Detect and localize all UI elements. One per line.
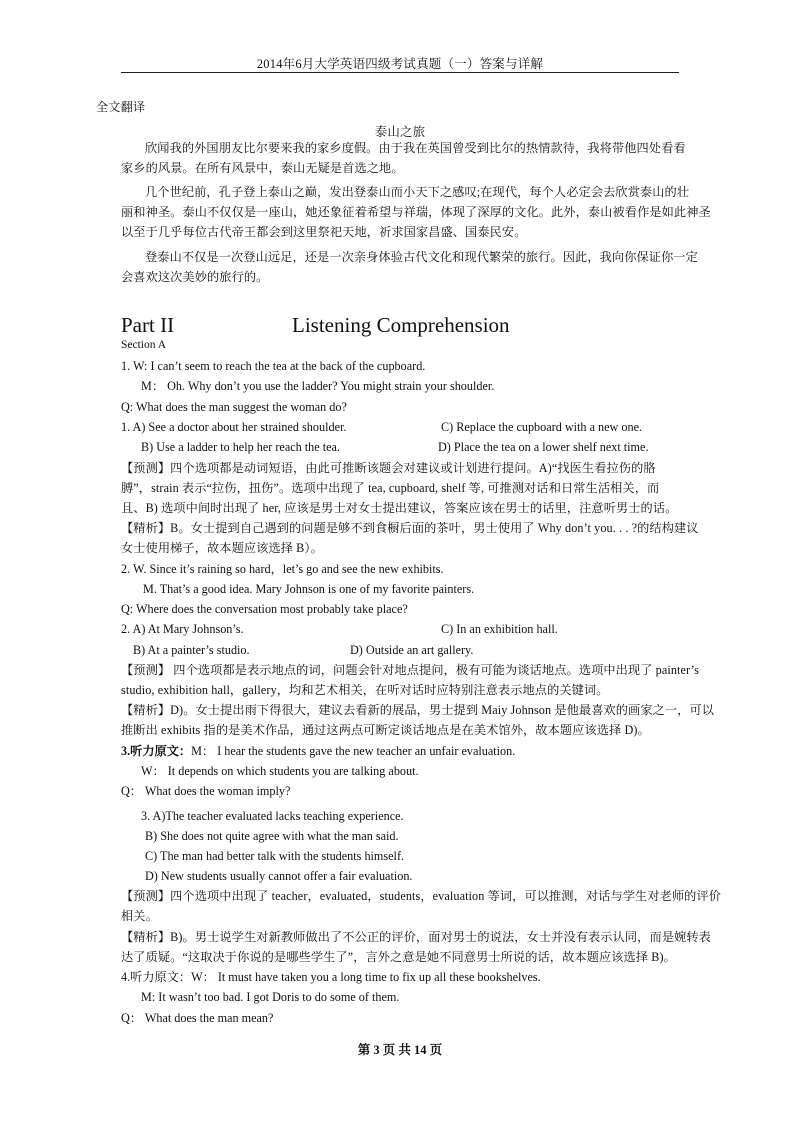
q3-option-b: B) She does not quite agree with what the man said. — [145, 829, 399, 843]
q2-option-a: 2. A) At Mary Johnson’s. — [121, 622, 244, 636]
translation-line: 会喜欢这次美妙的旅行的。 — [121, 270, 269, 284]
q2-question: Q: Where does the conversation most probably take place? — [121, 602, 408, 616]
translation-heading: 全文翻译 — [96, 100, 146, 114]
q3-question: Q： What does the woman imply? — [121, 784, 291, 798]
page-footer: 第 3 页 共 14 页 — [357, 1043, 443, 1057]
q1-option-d: D) Place the tea on a lower shelf next time. — [438, 440, 649, 454]
q3-man-text: M： I hear the students gave the new teacher an unfair evaluation. — [191, 744, 516, 758]
translation-line: 几个世纪前，孔子登上泰山之巅，发出登泰山而小天下之感叹;在现代，每个人必定会去欣赏泰山的壮 — [145, 185, 690, 199]
q3-option-a: 3. A)The teacher evaluated lacks teaching experience. — [141, 809, 404, 823]
q1-analysis: 女士使用梯子，故本题应该选择 B）。 — [121, 541, 323, 555]
section-label: Section A — [121, 339, 167, 351]
translation-line: 欣闻我的外国朋友比尔要来我的家乡度假。由于我在英国曾受到比尔的热情款待，我将带他四处看看 — [145, 141, 686, 155]
q3-option-d: D) New students usually cannot offer a fair evaluation. — [145, 869, 413, 883]
q2-woman-line: 2. W. Since it’s raining so hard，let’s go and see the new exhibits. — [121, 562, 444, 576]
q1-predict: 且、B) 选项中间时出现了 her, 应该是男士对女士提出建议，答案应该在男士的话里，注意听男士的话。 — [121, 501, 678, 515]
translation-line: 丽和神圣。泰山不仅仅是一座山，她还象征着希望与祥瑞，体现了深厚的文化。此外，泰山被看作是如此神圣 — [121, 205, 711, 219]
q1-man-line: M： Oh. Why don’t you use the ladder? You might strain your shoulder. — [141, 379, 495, 393]
q1-option-a: 1. A) See a doctor about her strained shoulder. — [121, 420, 347, 434]
q1-option-c: C) Replace the cupboard with a new one. — [441, 420, 643, 434]
q1-predict: 【预测】四个选项都是动词短语，由此可推断该题会对建议或计划进行提问。A)“找医生看拉伤的胳 — [121, 461, 656, 475]
q3-predict: 【预测】四个选项中出现了 teacher，evaluated，students，evaluation 等词，可以推测，对话与学生对老师的评价 — [121, 889, 722, 903]
q1-woman-line: 1. W: I can’t seem to reach the tea at the back of the cupboard. — [121, 359, 426, 373]
q2-option-b: B) At a painter’s studio. — [133, 643, 250, 657]
q3-man-line — [121, 744, 515, 758]
q1-option-b: B) Use a ladder to help her reach the tea. — [141, 440, 340, 454]
q1-analysis: 【精析】B。女士提到自己遇到的问题是够不到食橱后面的茶叶，男士使用了 Why don’t you. . . ?的结构建议 — [121, 521, 699, 535]
q1-question: Q: What does the man suggest the woman do? — [121, 400, 347, 414]
q3-option-c: C) The man had better talk with the students himself. — [145, 849, 405, 863]
q2-predict: studio, exhibition hall，gallery，均和艺术相关，在听对话时应特别注意表示地点的关键词。 — [121, 683, 609, 697]
q3-prefix: 3.听力原文： — [121, 744, 192, 758]
q3-analysis: 【精析】B)。男士说学生对新教师做出了不公正的评价，面对男士的说法，女士并没有表示认同，而是婉转表 — [121, 930, 711, 944]
q4-question: Q： What does the man mean? — [121, 1011, 274, 1025]
translation-line: 以至于几乎每位古代帝王都会到这里祭祀天地，祈求国家昌盛、国泰民安。 — [121, 225, 527, 239]
page-header: 2014年6月大学英语四级考试真题（一）答案与详解 — [256, 57, 544, 71]
q2-option-d: D) Outside an art gallery. — [350, 643, 474, 657]
q3-analysis: 达了质疑。“这取决于你说的是哪些学生了”，言外之意是她不同意男士所说的话，故本题应该选择 B)。 — [121, 950, 676, 964]
q3-predict: 相关。 — [121, 909, 158, 923]
q4-man-line: M: It wasn’t too bad. I got Doris to do some of them. — [141, 990, 400, 1004]
header-rule — [121, 72, 679, 73]
q1-predict: 膊”，strain 表示“拉伤，扭伤”。选项中出现了 tea, cupboard, shelf 等, 可推测对话和日常生活相关，而 — [121, 481, 660, 495]
q2-analysis: 【精析】D)。女士提出雨下得很大，建议去看新的展品，男士提到 Maiy Johnson 是他最喜欢的画家之一，可以 — [121, 703, 715, 717]
q2-man-line: M. That’s a good idea. Mary Johnson is one of my favorite painters. — [143, 582, 475, 596]
part-label: Part II — [121, 313, 175, 337]
translation-line: 登泰山不仅是一次登山远足，还是一次亲身体验古代文化和现代繁荣的旅行。因此，我向你保证你一定 — [145, 250, 698, 264]
q2-option-c: C) In an exhibition hall. — [441, 622, 558, 636]
translation-line: 家乡的风景。在所有风景中，泰山无疑是首选之地。 — [121, 161, 404, 175]
part-title: Listening Comprehension — [292, 313, 510, 337]
q4-woman-line: 4.听力原文：W： It must have taken you a long time to fix up all these bookshelves. — [121, 970, 541, 984]
q2-analysis: 推断出 exhibits 指的是美术作品，通过这两点可断定谈话地点是在美术馆外，故本题应该选择 D)。 — [121, 723, 650, 737]
q2-predict: 【预测】 四个选项都是表示地点的词，问题会针对地点提问，极有可能为谈话地点。选项中出现了 painter’s — [121, 663, 699, 677]
q3-woman-line: W： It depends on which students you are talking about. — [141, 764, 419, 778]
translation-title: 泰山之旅 — [374, 125, 426, 139]
